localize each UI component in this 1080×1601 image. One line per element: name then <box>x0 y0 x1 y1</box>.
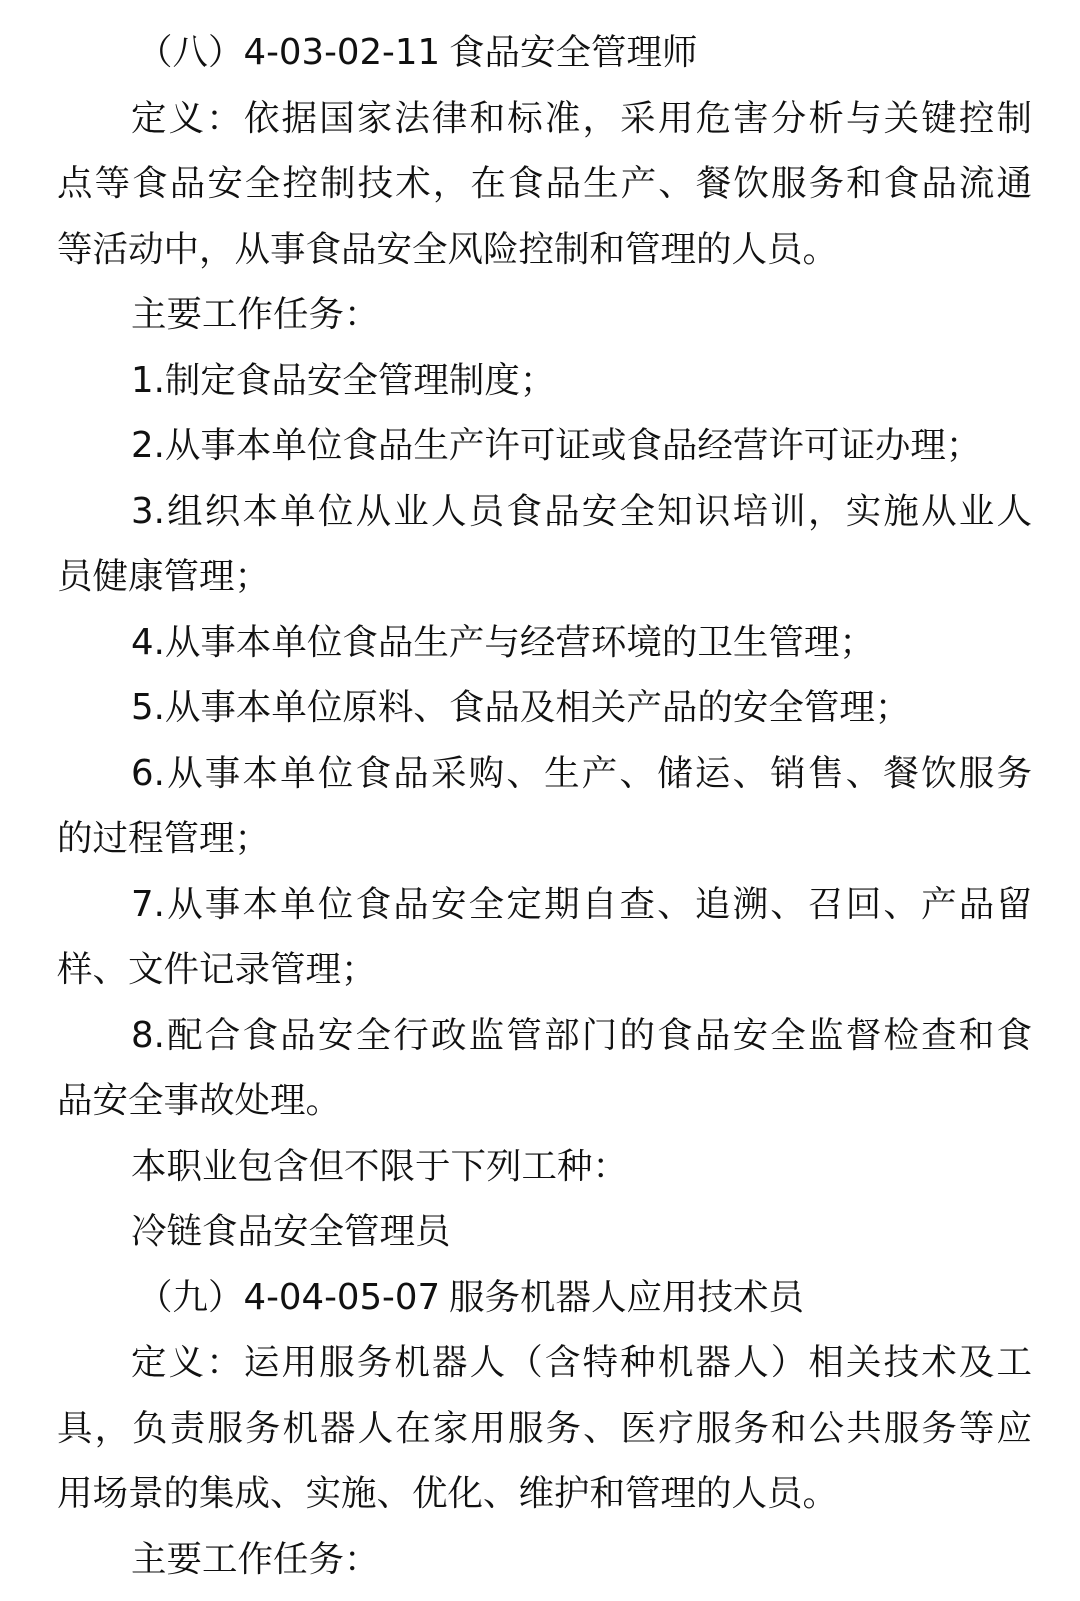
task-line: 样、文件记录管理； <box>57 949 377 990</box>
includes-item: 冷链食品安全管理员 <box>131 1211 451 1252</box>
task-line: 1.制定食品安全管理制度； <box>131 359 556 401</box>
section-8-tasks-title: 主要工作任务： <box>131 294 380 335</box>
task-line: 4.从事本单位食品生产与经营环境的卫生管理； <box>131 621 875 663</box>
section-9-definition-line: 具，负责服务机器人在家用服务、医疗服务和公共服务等应 <box>57 1407 1032 1449</box>
section-9-tasks-title: 主要工作任务： <box>131 1538 380 1580</box>
task-line: 2.从事本单位食品生产许可证或食品经营许可证办理； <box>131 425 982 466</box>
section-8-heading <box>57 20 1032 86</box>
task-line: 5.从事本单位原料、食品及相关产品的安全管理； <box>131 687 911 728</box>
section-8-definition-line: 等活动中，从事食品安全风险控制和管理的人员。 <box>57 228 839 270</box>
task-line: 的过程管理； <box>57 818 271 859</box>
task-line: 品安全事故处理。 <box>57 1080 342 1121</box>
task-line: 8.配合食品安全行政监管部门的食品安全监督检查和食 <box>131 1014 1032 1056</box>
section-9-heading <box>57 1265 1032 1331</box>
section-8-definition-line: 定义：依据国家法律和标准，采用危害分析与关键控制 <box>131 97 1032 139</box>
section-9-definition-line: 用场景的集成、实施、优化、维护和管理的人员。 <box>57 1473 839 1514</box>
section-9-code: （九）4-04-05-07 <box>137 1276 441 1318</box>
section-8-title: 食品安全管理师 <box>449 32 698 73</box>
task-line: 6.从事本单位食品采购、生产、储运、销售、餐饮服务 <box>131 752 1032 794</box>
section-9-definition-line: 定义：运用服务机器人（含特种机器人）相关技术及工 <box>131 1342 1032 1383</box>
task-line: 7.从事本单位食品安全定期自查、追溯、召回、产品留 <box>131 883 1032 925</box>
task-line: 员健康管理； <box>57 556 271 597</box>
section-8-definition-line: 点等食品安全控制技术，在食品生产、餐饮服务和食品流通 <box>57 163 1032 204</box>
task-line: 3.组织本单位从业人员食品安全知识培训，实施从业人 <box>131 490 1032 532</box>
section-9-title: 服务机器人应用技术员 <box>449 1276 805 1318</box>
section-8-code: （八）4-03-02-11 <box>137 32 441 73</box>
includes-title: 本职业包含但不限于下列工种： <box>131 1145 629 1187</box>
